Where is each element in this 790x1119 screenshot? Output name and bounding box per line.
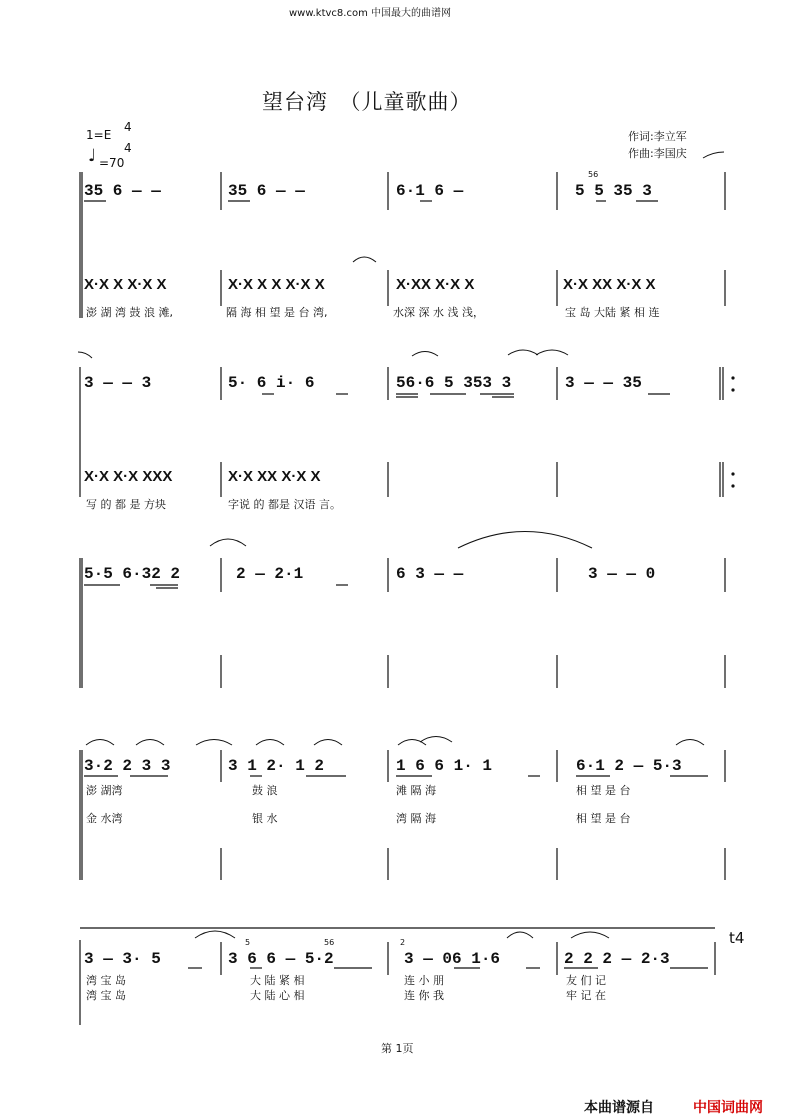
lyric-7b: 金 水湾 — [86, 812, 123, 825]
lyric-9a: 滩 隔 海 — [396, 784, 436, 797]
quarter-note-icon: ♩ — [88, 146, 97, 166]
lyric-13b: 连 你 我 — [404, 989, 444, 1002]
key-label: 1=E — [86, 128, 112, 142]
lyricist: 作词:李立军 — [628, 130, 687, 143]
measure-7: 56·6 5 353 3 — [396, 374, 512, 392]
lyric-5: 写 的 都 是 方块 — [86, 498, 166, 511]
lyric-3: 水深 深 水 浅 浅， — [393, 306, 484, 319]
rhythm-1: X·X X X·X X — [84, 276, 167, 293]
rhythm-2: X·X X X X·X X — [228, 276, 325, 293]
lyric-10b: 相 望 是 台 — [576, 812, 631, 825]
time-top: 4 — [124, 120, 132, 134]
measure-6: 5· 6 i· 6 — [228, 374, 315, 392]
lyric-12b: 大 陆 心 相 — [250, 989, 305, 1002]
lyric-11a: 湾 宝 岛 — [86, 974, 126, 987]
lyric-4: 宝 岛 大陆 紧 相 连 — [565, 306, 660, 319]
lyric-14a: 友 们 记 — [566, 974, 606, 987]
lyric-14b: 牢 记 在 — [566, 989, 606, 1002]
measure-1: 35 6 — — — [84, 182, 161, 200]
lyric-1: 澎 湖 湾 鼓 浪 滩, — [86, 306, 173, 319]
song-title: 望台湾 （儿童歌曲） — [262, 90, 472, 114]
composer: 作曲:李国庆 — [628, 147, 687, 160]
grace-note: 56 — [588, 170, 599, 179]
measure-17: 3 — 3· 5 — [84, 950, 161, 968]
brand-link[interactable]: 中国词曲网 — [693, 1100, 763, 1116]
measure-20: 2 2 2 — 2·3 — [564, 950, 670, 968]
rhythm-6: X·X XX X·X X — [228, 468, 321, 485]
rhythm-4: X·X XX X·X X — [563, 276, 656, 293]
lyric-2: 隔 海 相 望 是 台 湾, — [226, 306, 328, 319]
lyric-12a: 大 陆 紧 相 — [250, 974, 305, 987]
measure-12: 3 — — 0 — [588, 565, 656, 583]
rhythm-3: X·XX X·X X — [396, 276, 475, 293]
source-label: 本曲谱源自 — [584, 1100, 654, 1116]
edge-mark: t4 — [729, 929, 745, 947]
time-bottom: 4 — [124, 141, 132, 155]
lyric-9b: 湾 隔 海 — [396, 812, 436, 825]
measure-16: 6·1 2 — 5·3 — [576, 757, 682, 775]
measure-14: 3 1 2· 1 2 — [228, 757, 325, 775]
lyric-8a: 鼓 浪 — [252, 784, 278, 797]
lyric-13a: 连 小 朋 — [404, 974, 444, 987]
measure-9: 5·5 6·32 2 — [84, 565, 181, 583]
measure-13: 3·2 2 3 3 — [84, 757, 171, 775]
measure-10: 2 — 2·1 — [236, 565, 304, 583]
measure-18: 3 6 6 — 5·2 — [228, 950, 334, 968]
measure-3: 6·1 6 — — [396, 182, 464, 200]
measure-19: 3 — 06 1·6 — [404, 950, 501, 968]
lyric-8b: 银 水 — [252, 812, 278, 825]
grace-note-1: 5 — [245, 938, 251, 947]
measure-8: 3 — — 35 — [565, 374, 642, 392]
lyric-6: 字说 的 都是 汉语 言。 — [228, 498, 341, 511]
tempo: =70 — [99, 156, 125, 170]
lyric-11b: 湾 宝 岛 — [86, 989, 126, 1002]
measure-11: 6 3 — — — [396, 565, 464, 583]
measure-15: 1 6 6 1· 1 — [396, 757, 493, 775]
measure-4: 5 5 35 3 — [575, 182, 652, 200]
grace-note-3: 2 — [400, 938, 406, 947]
rhythm-5: X·X X·X XXX — [84, 468, 173, 485]
site-header: www.ktvc8.com 中国最大的曲谱网 — [289, 8, 452, 19]
lyric-10a: 相 望 是 台 — [576, 784, 631, 797]
grace-note-2: 56 — [324, 938, 335, 947]
measure-5: 3 — — 3 — [84, 374, 152, 392]
measure-2: 35 6 — — — [228, 182, 305, 200]
page-number: 第 1页 — [381, 1042, 414, 1055]
lyric-7a: 澎 湖湾 — [86, 784, 123, 797]
